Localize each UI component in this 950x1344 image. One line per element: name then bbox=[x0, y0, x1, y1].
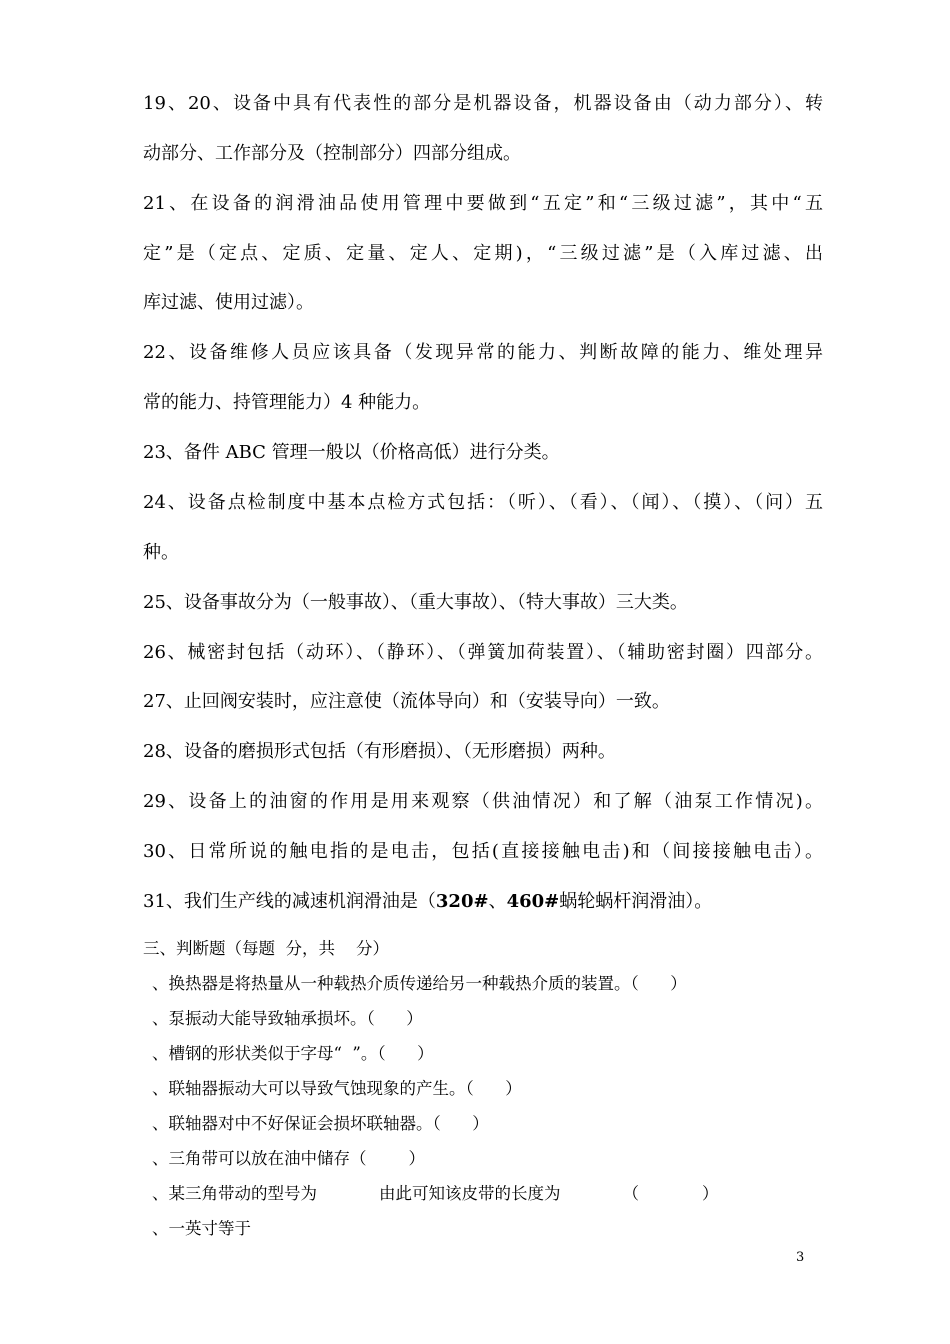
item-31-bold-1: 320# bbox=[435, 891, 489, 912]
item-19-20-line1: 19、20、设备中具有代表性的部分是机器设备，机器设备由（动力部分）、转 bbox=[143, 93, 823, 114]
item-22-line1: 22、设备维修人员应该具备（发现异常的能力、判断故障的能力、维处理异 bbox=[143, 342, 823, 363]
item-31 bbox=[143, 890, 823, 914]
judge-question-3: 、槽钢的形状类似于字母“ ”。（ ） bbox=[152, 1044, 434, 1063]
item-25: 25、设备事故分为（一般事故）、（重大事故）、（特大事故）三大类。 bbox=[143, 592, 688, 613]
judge-question-2: 、泵振动大能导致轴承损坏。（ ） bbox=[152, 1009, 423, 1028]
judge-question-7-part-c: （ ） bbox=[622, 1184, 719, 1203]
item-22-line2: 常的能力、持管理能力）4 种能力。 bbox=[143, 392, 431, 413]
item-21-line3: 库过滤、使用过滤）。 bbox=[143, 292, 314, 313]
item-31-mid: 、 bbox=[488, 891, 507, 912]
item-24-line1: 24、设备点检制度中基本点检方式包括：（听）、（看）、（闻）、（摸）、（问）五 bbox=[143, 492, 823, 513]
judge-question-7 bbox=[152, 1183, 832, 1205]
item-30: 30、日常所说的触电指的是电击，包括(直接接触电击)和（间接接触电击）。 bbox=[143, 841, 823, 862]
item-23: 23、备件 ABC 管理一般以（价格高低）进行分类。 bbox=[143, 442, 560, 463]
item-31-bold-2: 460# bbox=[506, 891, 560, 912]
item-24-line2: 种。 bbox=[143, 542, 179, 563]
judge-question-6: 、三角带可以放在油中储存（ ） bbox=[152, 1149, 425, 1168]
judge-question-5: 、联轴器对中不好保证会损坏联轴器。（ ） bbox=[152, 1114, 489, 1133]
item-31-pre: 31、我们生产线的减速机润滑油是（ bbox=[143, 891, 436, 912]
item-31-post: 蜗轮蜗杆润滑油）。 bbox=[559, 891, 713, 912]
judge-question-7-part-a: 、某三角带动的型号为 bbox=[152, 1184, 317, 1203]
judge-question-4: 、联轴器振动大可以导致气蚀现象的产生。（ ） bbox=[152, 1079, 522, 1098]
item-28: 28、设备的磨损形式包括（有形磨损）、（无形磨损）两种。 bbox=[143, 741, 616, 762]
judge-question-1: 、换热器是将热量从一种载热介质传递给另一种载热介质的装置。（ ） bbox=[152, 974, 687, 993]
item-19-20-line2: 动部分、工作部分及（控制部分）四部分组成。 bbox=[143, 143, 521, 164]
item-29: 29、设备上的油窗的作用是用来观察（供油情况）和了解（油泵工作情况)。 bbox=[143, 791, 823, 812]
judge-question-7-part-b: 由此可知该皮带的长度为 bbox=[379, 1184, 561, 1203]
judge-question-8: 、一英寸等于 bbox=[152, 1219, 251, 1238]
item-26: 26、械密封包括（动环）、（静环）、（弹簧加荷装置）、（辅助密封圈）四部分。 bbox=[143, 642, 823, 663]
item-21-line1: 21、在设备的润滑油品使用管理中要做到“五定”和“三级过滤”，其中“五 bbox=[143, 193, 823, 214]
item-21-line2: 定”是（定点、定质、定量、定人、定期)，“三级过滤”是（入库过滤、出 bbox=[143, 243, 823, 264]
section-heading: 三、判断题（每题 分，共 分） bbox=[143, 939, 389, 958]
item-27: 27、止回阀安装时，应注意使（流体导向）和（安装导向）一致。 bbox=[143, 691, 670, 712]
page-number: 3 bbox=[796, 1250, 805, 1265]
